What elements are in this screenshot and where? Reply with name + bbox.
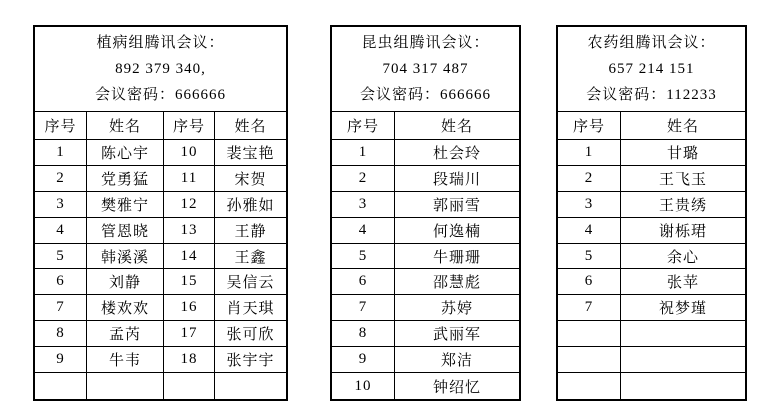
name-cell: 张苹 [621, 269, 745, 295]
index-cell: 1 [558, 140, 621, 166]
index-cell: 9 [332, 347, 395, 373]
meeting-table-nongyao [556, 25, 747, 401]
name-cell: 孟芮 [87, 321, 164, 347]
meeting-table-kunchong [330, 25, 521, 401]
index-cell: 7 [332, 295, 395, 321]
name-cell: 何逸楠 [395, 218, 519, 244]
index-cell: 15 [164, 269, 215, 295]
name-cell: 牛珊珊 [395, 244, 519, 270]
name-cell: 王贵绣 [621, 192, 745, 218]
name-cell: 管恩晓 [87, 218, 164, 244]
name-cell: 段瑞川 [395, 166, 519, 192]
column-header-cell: 序号 [332, 112, 395, 140]
name-cell: 吴信云 [215, 269, 286, 295]
index-cell: 17 [164, 321, 215, 347]
name-cell: 张宇宇 [215, 347, 286, 373]
name-cell: 余心 [621, 244, 745, 270]
name-cell: 韩溪溪 [87, 244, 164, 270]
index-cell: 9 [35, 347, 87, 373]
name-cell: 宋贺 [215, 166, 286, 192]
index-cell: 5 [558, 244, 621, 270]
name-cell: 杜会玲 [395, 140, 519, 166]
meeting-id: 657 214 151 [608, 61, 695, 77]
name-cell: 牛韦 [87, 347, 164, 373]
name-cell: 王静 [215, 218, 286, 244]
name-cell [87, 373, 164, 399]
name-cell: 谢栎珺 [621, 218, 745, 244]
index-cell: 6 [332, 269, 395, 295]
name-cell: 王鑫 [215, 244, 286, 270]
index-cell: 4 [35, 218, 87, 244]
index-cell: 3 [558, 192, 621, 218]
meeting-password: 会议密码：666666 [359, 87, 491, 103]
name-cell: 郑洁 [395, 347, 519, 373]
column-header-cell: 姓名 [621, 112, 745, 140]
index-cell: 1 [35, 140, 87, 166]
index-cell: 1 [332, 140, 395, 166]
index-cell: 3 [35, 192, 87, 218]
column-header-cell: 姓名 [87, 112, 164, 140]
name-cell: 郭丽雪 [395, 192, 519, 218]
roster-grid [35, 112, 286, 399]
meeting-group-title: 昆虫组腾讯会议： [361, 35, 490, 51]
meeting-password: 会议密码：666666 [94, 87, 226, 103]
name-cell: 张可欣 [215, 321, 286, 347]
index-cell: 5 [35, 244, 87, 270]
column-header-cell: 姓名 [395, 112, 519, 140]
column-header-cell: 序号 [164, 112, 215, 140]
index-cell: 16 [164, 295, 215, 321]
index-cell: 10 [332, 373, 395, 399]
name-cell: 刘静 [87, 269, 164, 295]
name-cell: 樊雅宁 [87, 192, 164, 218]
index-cell: 4 [558, 218, 621, 244]
index-cell [164, 373, 215, 399]
meeting-title-block [332, 27, 519, 112]
meeting-group-title: 农药组腾讯会议： [587, 35, 716, 51]
roster-grid [332, 112, 519, 399]
name-cell [215, 373, 286, 399]
index-cell: 14 [164, 244, 215, 270]
meeting-title-block [558, 27, 745, 112]
name-cell: 钟绍忆 [432, 379, 481, 396]
column-header-cell: 序号 [35, 112, 87, 140]
meeting-group-title: 植病组腾讯会议： [96, 35, 225, 51]
roster-grid [558, 112, 745, 399]
index-cell: 6 [558, 269, 621, 295]
name-cell [621, 373, 745, 399]
name-cell: 孙雅如 [215, 192, 286, 218]
index-cell [558, 321, 621, 347]
meeting-password: 会议密码：112233 [586, 87, 717, 103]
name-cell: 楼欢欢 [87, 295, 164, 321]
index-cell: 4 [332, 218, 395, 244]
index-cell: 2 [332, 166, 395, 192]
name-cell [621, 347, 745, 373]
index-cell: 10 [164, 140, 215, 166]
meeting-table-zhibing [33, 25, 288, 401]
index-cell [558, 347, 621, 373]
name-cell: 陈心宇 [87, 140, 164, 166]
index-cell: 18 [164, 347, 215, 373]
name-cell: 党勇猛 [87, 166, 164, 192]
name-cell: 苏婷 [395, 295, 519, 321]
index-cell: 2 [35, 166, 87, 192]
index-cell: 13 [164, 218, 215, 244]
name-cell: 肖天琪 [215, 295, 286, 321]
index-cell: 8 [332, 321, 395, 347]
meeting-id: 704 317 487 [382, 61, 469, 77]
name-cell: 裴宝艳 [215, 140, 286, 166]
index-cell: 2 [558, 166, 621, 192]
name-cell: 祝梦瑾 [621, 295, 745, 321]
index-cell: 5 [332, 244, 395, 270]
name-cell: 邵慧彪 [395, 269, 519, 295]
index-cell: 3 [332, 192, 395, 218]
index-cell: 8 [35, 321, 87, 347]
column-header-cell: 姓名 [215, 112, 286, 140]
name-cell [621, 321, 745, 347]
index-cell: 6 [35, 269, 87, 295]
index-cell [558, 373, 621, 399]
column-header-cell: 序号 [558, 112, 621, 140]
index-cell: 7 [35, 295, 87, 321]
index-cell: 12 [164, 192, 215, 218]
index-cell [35, 373, 87, 399]
meeting-title-block [35, 27, 286, 112]
index-cell: 11 [164, 166, 215, 192]
meeting-id: 892 379 340, [115, 61, 206, 77]
name-cell: 王飞玉 [621, 166, 745, 192]
index-cell: 7 [558, 295, 621, 321]
name-cell: 武丽军 [395, 321, 519, 347]
name-cell: 甘璐 [621, 140, 745, 166]
